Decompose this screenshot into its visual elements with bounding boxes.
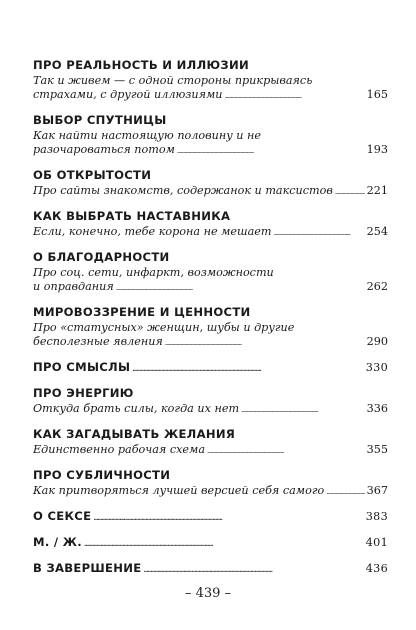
section-subtitle: Откуда брать силы, когда их нет bbox=[33, 402, 240, 415]
toc-entry bbox=[33, 468, 388, 500]
toc-entry bbox=[33, 168, 388, 200]
leader-dots bbox=[116, 280, 365, 296]
section-title: О СЕКСЕ bbox=[33, 509, 92, 523]
page-ref: 290 bbox=[366, 335, 388, 348]
section-title: КАК ЗАГАДЫВАТЬ ЖЕЛАНИЯ bbox=[33, 427, 236, 441]
section-subtitle: Про соц. сети, инфаркт, возможности bbox=[33, 266, 274, 279]
section-title: ПРО СУБЛИЧНОСТИ bbox=[33, 468, 171, 482]
page-ref: 436 bbox=[365, 562, 388, 575]
leader-dots bbox=[326, 484, 364, 500]
toc-entry bbox=[33, 427, 388, 459]
leader-dots bbox=[165, 335, 365, 351]
section-subtitle: Так и живем — с одной стороны прикрываясь bbox=[33, 74, 313, 87]
section-title: М. / Ж. bbox=[33, 535, 82, 549]
section-subtitle: Про «статусных» женщин, шубы и другие bbox=[33, 321, 295, 334]
section-title: КАК ВЫБРАТЬ НАСТАВНИКА bbox=[33, 209, 231, 223]
table-of-contents bbox=[33, 58, 388, 587]
page-ref: 383 bbox=[365, 510, 388, 523]
leader-dots bbox=[207, 443, 365, 459]
toc-entry bbox=[33, 305, 388, 351]
section-subtitle: Единственно рабочая схема bbox=[33, 443, 205, 456]
section-subtitle: Про сайты знакомств, содержанок и таксистов bbox=[33, 184, 333, 197]
page-ref: 262 bbox=[366, 280, 388, 293]
toc-entry bbox=[33, 58, 388, 104]
leader-dots bbox=[84, 535, 364, 552]
page-ref: 401 bbox=[365, 536, 388, 549]
section-title: МИРОВОЗЗРЕНИЕ И ЦЕННОСТИ bbox=[33, 305, 251, 319]
section-subtitle: Как притворяться лучшей версией себя самого bbox=[33, 484, 325, 497]
leader-dots bbox=[241, 402, 365, 418]
leader-dots bbox=[225, 88, 365, 104]
page-ref: 355 bbox=[366, 443, 388, 456]
page-ref: 254 bbox=[366, 225, 388, 238]
leader-dots bbox=[144, 561, 364, 578]
section-subtitle: Как найти настоящую половину и не bbox=[33, 129, 262, 142]
toc-entry bbox=[33, 509, 388, 526]
page-ref: 221 bbox=[366, 184, 388, 197]
toc-entry bbox=[33, 386, 388, 418]
section-title: ВЫБОР СПУТНИЦЫ bbox=[33, 113, 167, 127]
section-subtitle: разочароваться потом bbox=[33, 143, 175, 156]
section-subtitle: бесполезные явления bbox=[33, 335, 163, 348]
leader-dots bbox=[93, 509, 363, 526]
section-title: В ЗАВЕРШЕНИЕ bbox=[33, 561, 142, 575]
section-title: О БЛАГОДАРНОСТИ bbox=[33, 250, 170, 264]
leader-dots bbox=[274, 225, 365, 241]
section-subtitle: страхами, с другой иллюзиями bbox=[33, 88, 223, 101]
section-title: ПРО ЭНЕРГИЮ bbox=[33, 386, 134, 400]
section-title: ПРО РЕАЛЬНОСТЬ И ИЛЛЮЗИИ bbox=[33, 58, 249, 72]
leader-dots bbox=[335, 184, 365, 200]
section-title: ПРО СМЫСЛЫ bbox=[33, 360, 131, 374]
toc-entry bbox=[33, 113, 388, 159]
section-title: ОБ ОТКРЫТОСТИ bbox=[33, 168, 152, 182]
toc-entry bbox=[33, 250, 388, 296]
leader-dots bbox=[132, 360, 363, 377]
page-number: – 439 – bbox=[184, 586, 232, 601]
toc-entry bbox=[33, 360, 388, 377]
page-ref: 336 bbox=[366, 402, 388, 415]
page-ref: 165 bbox=[366, 88, 388, 101]
page-ref: 193 bbox=[366, 143, 388, 156]
page-ref: 367 bbox=[366, 484, 388, 497]
toc-entry bbox=[33, 561, 388, 578]
page-ref: 330 bbox=[365, 361, 388, 374]
section-subtitle: и оправдания bbox=[33, 280, 114, 293]
leader-dots bbox=[177, 143, 365, 159]
toc-entry bbox=[33, 209, 388, 241]
section-subtitle: Если, конечно, тебе корона не мешает bbox=[33, 225, 272, 238]
toc-entry bbox=[33, 535, 388, 552]
